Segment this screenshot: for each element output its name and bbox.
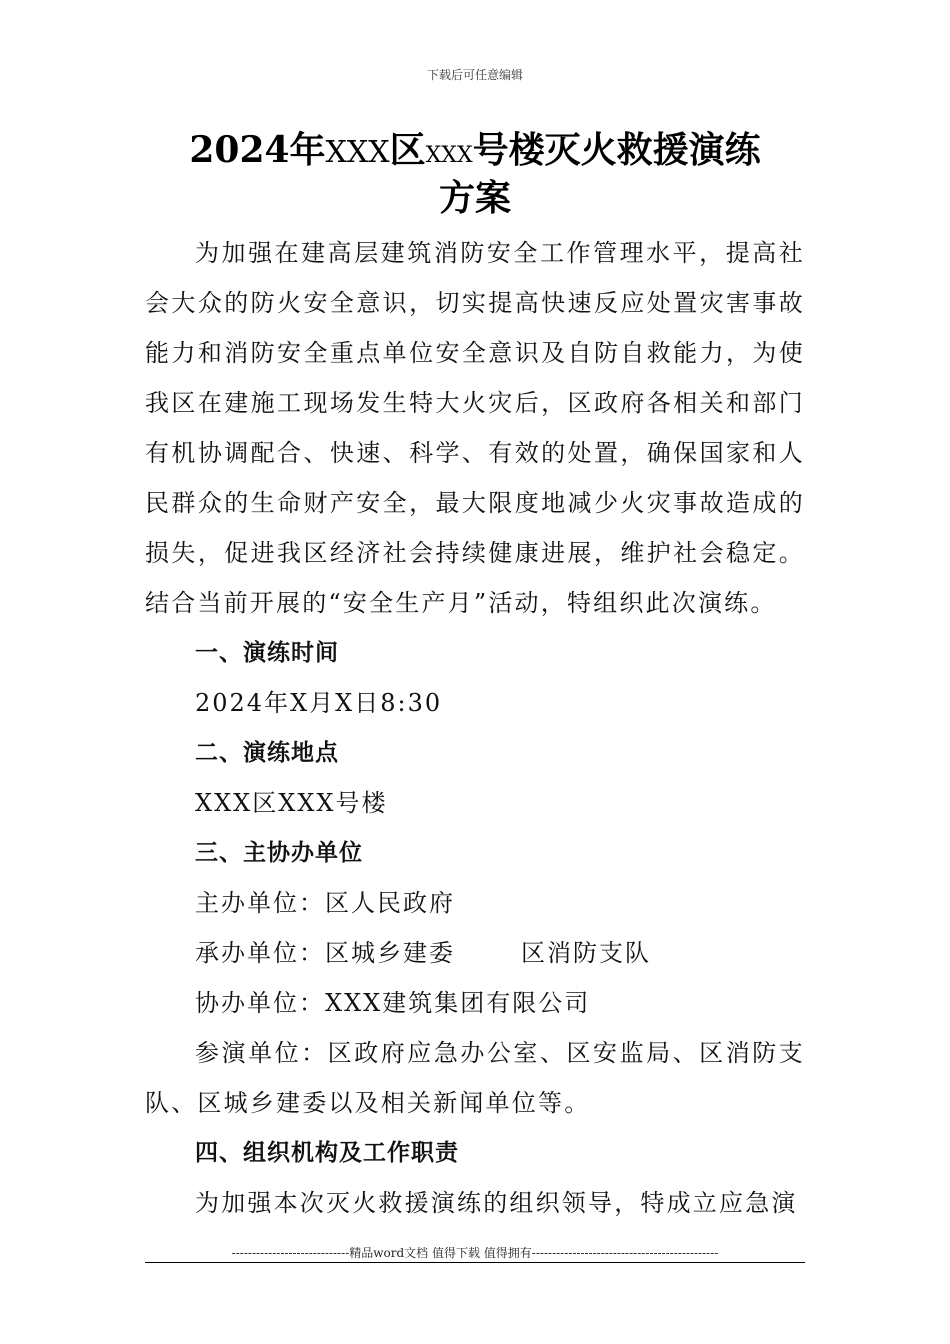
title-year: 2024年 bbox=[189, 129, 326, 171]
organizer-unit-primary: 承办单位：区城乡建委 bbox=[195, 939, 455, 967]
section-heading-units: 三、主协办单位 bbox=[195, 840, 363, 866]
footer-divider bbox=[145, 1262, 805, 1263]
document-title-line2: 方案 bbox=[438, 177, 511, 219]
title-district-code: XXX bbox=[325, 135, 390, 170]
intro-paragraph: 为加强在建高层建筑消防安全工作管理水平，提高社会大众的防火安全意识，切实提高快速反应处置灾害事故能力和消防安全重点单位安全意识及自防自救能力，为使我区在建施工现场发生特大火灾后，区政府各相关和部门有机协调配合、快速、科学、有效的处置，确保国家和人民群众的生命财产安全，最大限度地减少火灾事故造成的损失，促进我区经济社会持续健康进展，维护社会稳定。结合当前开展的“安全生产月”活动，特组织此次演练。 bbox=[145, 239, 805, 617]
footer-note: -----------------------------精品word文档 值得下载 值得拥有---------------------------------------------- bbox=[231, 1246, 719, 1260]
document-body bbox=[145, 228, 805, 1228]
participant-units: 参演单位：区政府应急办公室、区安监局、区消防支队、区城乡建委以及相关新闻单位等。 bbox=[145, 1039, 805, 1117]
section-heading-organization: 四、组织机构及工作职责 bbox=[195, 1140, 459, 1166]
header-note: 下载后可任意编辑 bbox=[426, 68, 523, 82]
drill-time-value: 2024年X月X日8:30 bbox=[195, 689, 443, 717]
host-unit: 主办单位：区人民政府 bbox=[195, 889, 455, 917]
document-title-line1 bbox=[0, 128, 950, 178]
title-building-code: XXX bbox=[425, 143, 473, 168]
drill-location-value: XXX区XXX号楼 bbox=[195, 789, 388, 817]
co-host-unit: 协办单位：XXX建筑集团有限公司 bbox=[195, 989, 591, 1017]
organizer-unit-secondary: 区消防支队 bbox=[521, 939, 651, 967]
organization-paragraph: 为加强本次灭火救援演练的组织领导，特成立应急演 bbox=[195, 1189, 798, 1217]
section-heading-location: 二、演练地点 bbox=[195, 740, 339, 766]
organizer-units bbox=[145, 928, 805, 978]
title-rest: 号楼灭火救援演练 bbox=[472, 129, 761, 171]
section-heading-time: 一、演练时间 bbox=[195, 640, 339, 666]
title-district: 区 bbox=[389, 129, 426, 171]
